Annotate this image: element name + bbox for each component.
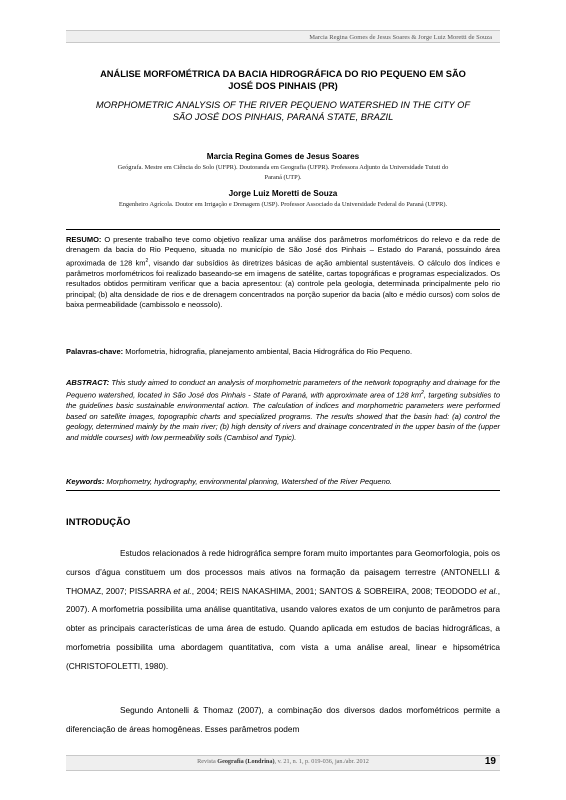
abstract-bottom-rule: [66, 490, 500, 491]
title-en-line-2: SÃO JOSÉ DOS PINHAIS, PARANÁ STATE, BRAZIL: [172, 112, 394, 122]
palavras-chave-paragraph: [66, 347, 500, 357]
resumo-text-a: O presente trabalho teve como objetivo realizar uma análise dos parâmetros morfométricos do relevo e da rede de drenagem da bacia do Rio Pequeno, situada no município de São José dos Pinhais – Estado do Paraná, possuindo área aproximada de 128 km: [66, 235, 500, 268]
palavras-chave-text: Morfometria, hidrografia, planejamento ambiental, Bacia Hidrográfica do Rio Pequeno.: [123, 347, 413, 356]
intro-p1-etal-1: et al.: [173, 585, 192, 596]
author-2-name: Jorge Luiz Moretti de Souza: [228, 189, 338, 198]
abstract-top-rule: [66, 229, 500, 230]
running-header: [66, 30, 500, 43]
intro-p1-text-a: Estudos relacionados à rede hidrográfica sempre foram muito importantes para Geomorfologia, pois os cursos d’água constituem um dos processos mais ativos na formação da paisagem terrestre (ANTONELLI & THOMAZ, 2007; PISSARRA: [66, 548, 500, 596]
resumo-paragraph: [66, 235, 500, 310]
keywords-paragraph: [66, 477, 500, 487]
resumo-superscript: 2: [145, 257, 149, 264]
title-pt-line-2: JOSÉ DOS PINHAIS (PR): [228, 81, 338, 91]
intro-paragraph-2: Segundo Antonelli & Thomaz (2007), a combinação dos diversos dados morfométricos permite a diferenciação de áreas homogêneas. Esses parâmetros podem: [66, 705, 500, 734]
title-en-line-1: MORPHOMETRIC ANALYSIS OF THE RIVER PEQUENO WATERSHED IN THE CITY OF: [95, 100, 471, 110]
author-1-affiliation: [66, 163, 500, 182]
running-head-text: Marcia Regina Gomes de Jesus Soares & Jorge Luiz Moretti de Souza: [309, 34, 492, 41]
intro-p1-etal-2: et al.: [479, 585, 498, 596]
intro-p1-text-c: , 2007). A morfometria possibilita uma análise quantitativa, usando valores exatos de um conjunto de parâmetros para obter as principais características de uma área de estudo. Quando aplicada em estudos de bacias hidrográficas, a morfometria possibilita uma abordagem quantitativa, com vista a uma análise areal, linear e hipsométrica (CHRISTOFOLETTI, 1980).: [66, 585, 500, 671]
author-1-name: Marcia Regina Gomes de Jesus Soares: [206, 152, 360, 161]
footer-suffix: , v. 21, n. 1, p. 019-036, jan./abr. 2012: [274, 758, 369, 765]
abstract-superscript: 2: [421, 390, 424, 397]
title-english: [66, 99, 500, 123]
footer-citation: [66, 758, 500, 765]
intro-paragraph-1: [66, 544, 500, 676]
abstract-text-b: , targeting subsidies to the guidelines basic sustainable environmental action. The calculation of indices and morphometric parameters were performed based on satellite images, topographic charts and specialized programs. The results showed that the basin had: (a) control the geology, determined mainly by the main river; (b) high density of rivers and drainage concentrated in the upper basin of the (upper and middle courses) with low permeability soils (Cambisol and Typic).: [66, 390, 500, 442]
keywords-text: Morphometry, hydrography, environmental planning, Watershed of the River Pequeno.: [104, 477, 393, 486]
resumo-label: RESUMO:: [66, 235, 102, 244]
title-portuguese: [66, 68, 500, 92]
abstract-label: ABSTRACT:: [66, 378, 110, 387]
footer-prefix: Revista: [197, 758, 218, 765]
abstract-paragraph: [66, 378, 500, 443]
keywords-label: Keywords:: [66, 477, 105, 486]
title-pt-line-1: ANÁLISE MORFOMÉTRICA DA BACIA HIDROGRÁFICA DO RIO PEQUENO EM SÃO: [100, 69, 466, 79]
author-2-affiliation: [66, 200, 500, 210]
introducao-heading: INTRODUÇÃO: [66, 517, 131, 528]
page-footer: [66, 755, 500, 771]
author-1-aff-line-1: Geógrafa. Mestre em Ciência do Solo (UFPR). Doutoranda em Geografia (UFPR). Professora Adjunto da Universidade Tuiuti do: [117, 164, 449, 171]
footer-journal: Geografia (Londrina): [217, 758, 275, 765]
page-number: 19: [484, 756, 496, 767]
abstract-text-a: This study aimed to conduct an analysis of morphometric parameters of the network topography and drainage for the Pequeno watershed, located in São José dos Pinhais - State of Paraná, with approximate area of 128 km: [66, 378, 500, 400]
resumo-text-b: , visando dar subsídios às diretrizes básicas de ação ambiental sustentáveis. O cálculo dos índices e parâmetros morfométricos foi realizado baseando-se em imagens de satélite, cartas topográficas e programas especializados. Os resultados obtidos permitiram verificar que a bacia apresentou: (a) controle pela geologia, determinada principalmente pelo rio principal; (b) alta densidade de rios e de drenagem concentrados na porção superior da bacia (alto e médio cursos) com solos de baixa permeabilidade (cambissolo e neossolo).: [66, 258, 500, 309]
author-1-aff-line-2: Paraná (UTP).: [264, 173, 302, 181]
palavras-chave-label: Palavras-chave:: [66, 347, 124, 356]
intro-p1-text-b: , 2004; REIS NAKASHIMA, 2001; SANTOS & SOBREIRA, 2008; TEODODO: [191, 585, 480, 596]
author-2-aff-line-1: Engenheiro Agrícola. Doutor em Irrigação e Drenagem (USP). Professor Associado da Universidade Federal do Paraná (UFPR).: [118, 201, 448, 208]
